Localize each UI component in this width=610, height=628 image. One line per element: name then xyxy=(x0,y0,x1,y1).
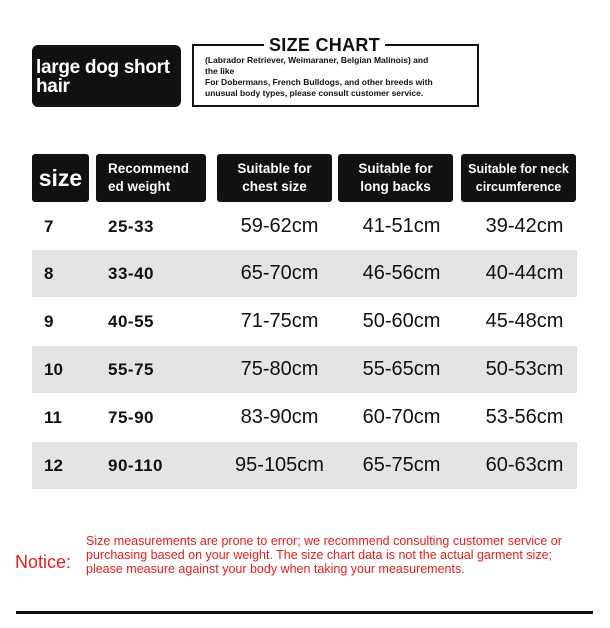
size-chart-note-line: (Labrador Retriever, Weimaraner, Belgian Malinois) and xyxy=(205,55,429,65)
cell-neck: 39-42cm xyxy=(485,215,564,237)
header-neck-line2: circumference xyxy=(475,180,562,194)
header-chest-line1: Suitable for xyxy=(237,161,312,176)
cell-neck: 45-48cm xyxy=(485,310,564,332)
cell-chest: 71-75cm xyxy=(240,310,319,332)
table-row xyxy=(32,346,577,393)
header-chest-size xyxy=(217,154,332,202)
cell-chest: 65-70cm xyxy=(240,262,319,284)
size-chart-note-line: the like xyxy=(205,66,235,76)
cell-size: 8 xyxy=(44,264,54,283)
product-title-line1: large dog short xyxy=(36,57,170,78)
cell-back: 46-56cm xyxy=(362,262,441,284)
cell-chest: 75-80cm xyxy=(240,358,319,380)
cell-size: 12 xyxy=(44,456,63,475)
cell-back: 41-51cm xyxy=(362,215,441,237)
cell-weight: 40-55 xyxy=(108,312,154,331)
cell-size: 7 xyxy=(44,217,54,236)
size-chart-note xyxy=(205,55,473,99)
size-chart-info-box xyxy=(192,35,479,107)
notice-text: Size measurements are prone to error; we recommend consulting customer service or purchasing based on your weight. The size chart data is not the actual garment size; please measure against your body when taking your measurements. xyxy=(86,534,562,576)
cell-neck: 53-56cm xyxy=(485,406,564,428)
size-chart-note-line: For Dobermans, French Bulldogs, and other breeds with xyxy=(205,77,433,87)
table-row xyxy=(32,250,577,297)
cell-size: 10 xyxy=(44,360,63,379)
header-long-backs xyxy=(338,154,453,202)
header-weight-line2: ed weight xyxy=(108,179,171,194)
cell-weight: 90-110 xyxy=(108,456,163,475)
cell-back: 65-75cm xyxy=(362,454,441,476)
header-back-line2: long backs xyxy=(360,179,431,194)
cell-weight: 75-90 xyxy=(108,408,154,427)
cell-chest: 83-90cm xyxy=(240,406,319,428)
table-row xyxy=(32,394,577,441)
cell-weight: 25-33 xyxy=(108,217,154,236)
cell-chest: 59-62cm xyxy=(240,215,319,237)
cell-chest: 95-105cm xyxy=(235,454,324,476)
header-weight-line1: Recommend xyxy=(108,161,190,176)
product-title-badge xyxy=(32,45,181,107)
cell-size: 9 xyxy=(44,312,54,331)
notice-label: Notice: xyxy=(15,552,72,572)
cell-back: 60-70cm xyxy=(362,406,441,428)
product-title-line2: hair xyxy=(36,76,70,97)
cell-neck: 40-44cm xyxy=(485,262,564,284)
cell-size: 11 xyxy=(44,408,62,427)
cell-back: 50-60cm xyxy=(362,310,441,332)
table-row xyxy=(32,203,577,250)
cell-neck: 50-53cm xyxy=(485,358,564,380)
header-neck-circumference xyxy=(461,154,576,202)
table-row xyxy=(32,442,577,489)
cell-weight: 33-40 xyxy=(108,264,154,283)
cell-weight: 55-75 xyxy=(108,360,154,379)
size-chart-heading: SIZE CHART xyxy=(264,35,385,55)
header-back-line1: Suitable for xyxy=(358,161,433,176)
cell-back: 55-65cm xyxy=(362,358,441,380)
header-chest-line2: chest size xyxy=(242,179,307,194)
size-chart-note-line: unusual body types, please consult customer service. xyxy=(205,88,424,98)
header-size: size xyxy=(32,154,89,202)
header-recommended-weight xyxy=(96,154,206,202)
table-row xyxy=(32,298,577,345)
header-neck-line1: Suitable for neck xyxy=(468,162,569,176)
bottom-divider xyxy=(16,611,593,614)
cell-neck: 60-63cm xyxy=(485,454,564,476)
